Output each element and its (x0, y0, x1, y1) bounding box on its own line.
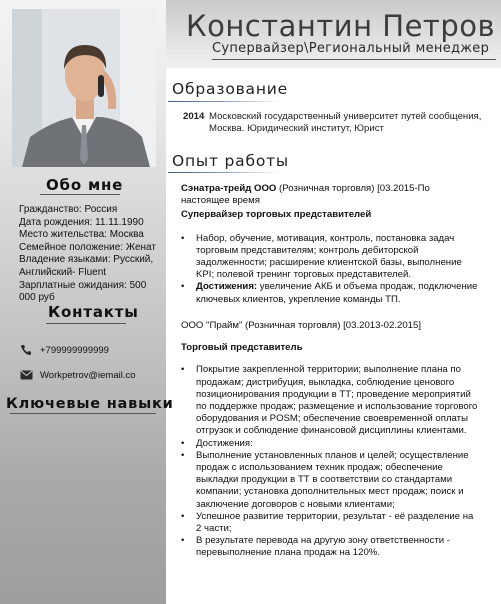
about-birthdate: Дата рождения: 11.11.1990 (19, 216, 144, 228)
education-text: Московский государственный университет путей сообщения, Москва. Юридический институт, Юрист (209, 111, 482, 134)
job-1-role: Супервайзер торговых представителей (181, 209, 372, 221)
contact-phone[interactable] (19, 344, 109, 356)
about-salary: Зарплатные ожидания: 500 000 руб (19, 279, 147, 304)
job-2-header (181, 320, 481, 332)
skills-divider (10, 413, 156, 414)
job-entry-2 (181, 320, 481, 560)
candidate-name: Константин Петров (186, 9, 496, 43)
education-year: 2014 (183, 111, 205, 122)
contacts-heading: Контакты (48, 303, 139, 321)
header-divider (212, 59, 496, 60)
education-entry (183, 111, 483, 135)
about-residence: Место жительства: Москва (19, 229, 144, 241)
phone-icon (19, 344, 33, 356)
job-1-bullets (181, 233, 481, 306)
about-heading: Обо мне (46, 176, 124, 194)
education-heading: Образование (172, 80, 288, 98)
job-2-bullet: • Покрытие закрепленной территории; выполнение плана по продажам; дистрибуция, выкладка, соблюдение ценового позиционирования продукции в ТТ; проведение мероприятий по поддержке продаж; размещение и использование торгового оборудования и POSM; обеспечение своевременной оплаты отгрузок и соблюдение финансовой дисциплины клиентами. (181, 364, 481, 437)
email-address: Workpetrov@iemail.co (40, 369, 136, 381)
job-2-role: Торговый представитель (181, 342, 303, 354)
education-divider (168, 101, 280, 102)
job-2-bullet: • Выполнение установленных планов и целей; осуществление продаж с использованием техник продаж; обеспечение выкладки продукции в ТТ в соответствии со стандартами компании; установка дополнительных мест продаж; поиск и заключение договоров с новыми клиентами; (181, 450, 481, 511)
email-icon (19, 369, 33, 381)
job-2-bullets (181, 364, 481, 559)
profile-photo (12, 9, 156, 167)
job-2-bullet: • Достижения: (181, 438, 481, 450)
about-languages: Владение языками: Русский, Английский- Fluent (19, 254, 154, 278)
job-entry-1 (181, 183, 481, 306)
job-2-company: ООО "Прайм" (181, 320, 243, 331)
about-list (19, 204, 164, 305)
job-1-header (181, 183, 481, 207)
job-1-company: Сэнатра-трейд ООО (181, 183, 277, 194)
experience-heading: Опыт работы (172, 152, 289, 170)
job-1-achievements-text: увеличение АКБ и объема продаж, подключение ключевых клиентов, укрепление команды ТП. (196, 281, 478, 305)
phone-number: +799999999999 (40, 344, 109, 356)
job-2-industry: (Розничная торговля) [03.2013-02.2015] (242, 320, 421, 331)
about-divider (40, 194, 120, 195)
contact-email[interactable] (19, 369, 136, 381)
job-1-bullet (181, 281, 481, 305)
job-1-achievements-label: Достижения: (196, 281, 258, 293)
job-2-bullet: • В результате перевода на другую зону ответственности - перевыполнение плана продаж на 120%. (181, 535, 481, 559)
experience-divider (168, 172, 280, 173)
job-2-bullet: • Успешное развитие территории, результат - её разделение на 2 части; (181, 511, 481, 535)
about-marital-status: Семейное положение: Женат (19, 241, 156, 253)
candidate-position: Супервайзер\Региональный менеджер (212, 41, 490, 56)
skills-heading: Ключевые навыки (6, 396, 174, 412)
contacts-divider (46, 323, 126, 324)
job-1-industry: (Розничная торговля) [03.2015-По настоящее время (181, 183, 430, 207)
job-1-bullet: • Набор, обучение, мотивация, контроль, постановка задач торговым представителям; контроль дебиторской задолженности; расширение клиентской базы, выполнение KPI; полевой тренинг торговых представителей. (181, 233, 481, 282)
about-citizenship: Гражданство: Россия (19, 204, 118, 215)
